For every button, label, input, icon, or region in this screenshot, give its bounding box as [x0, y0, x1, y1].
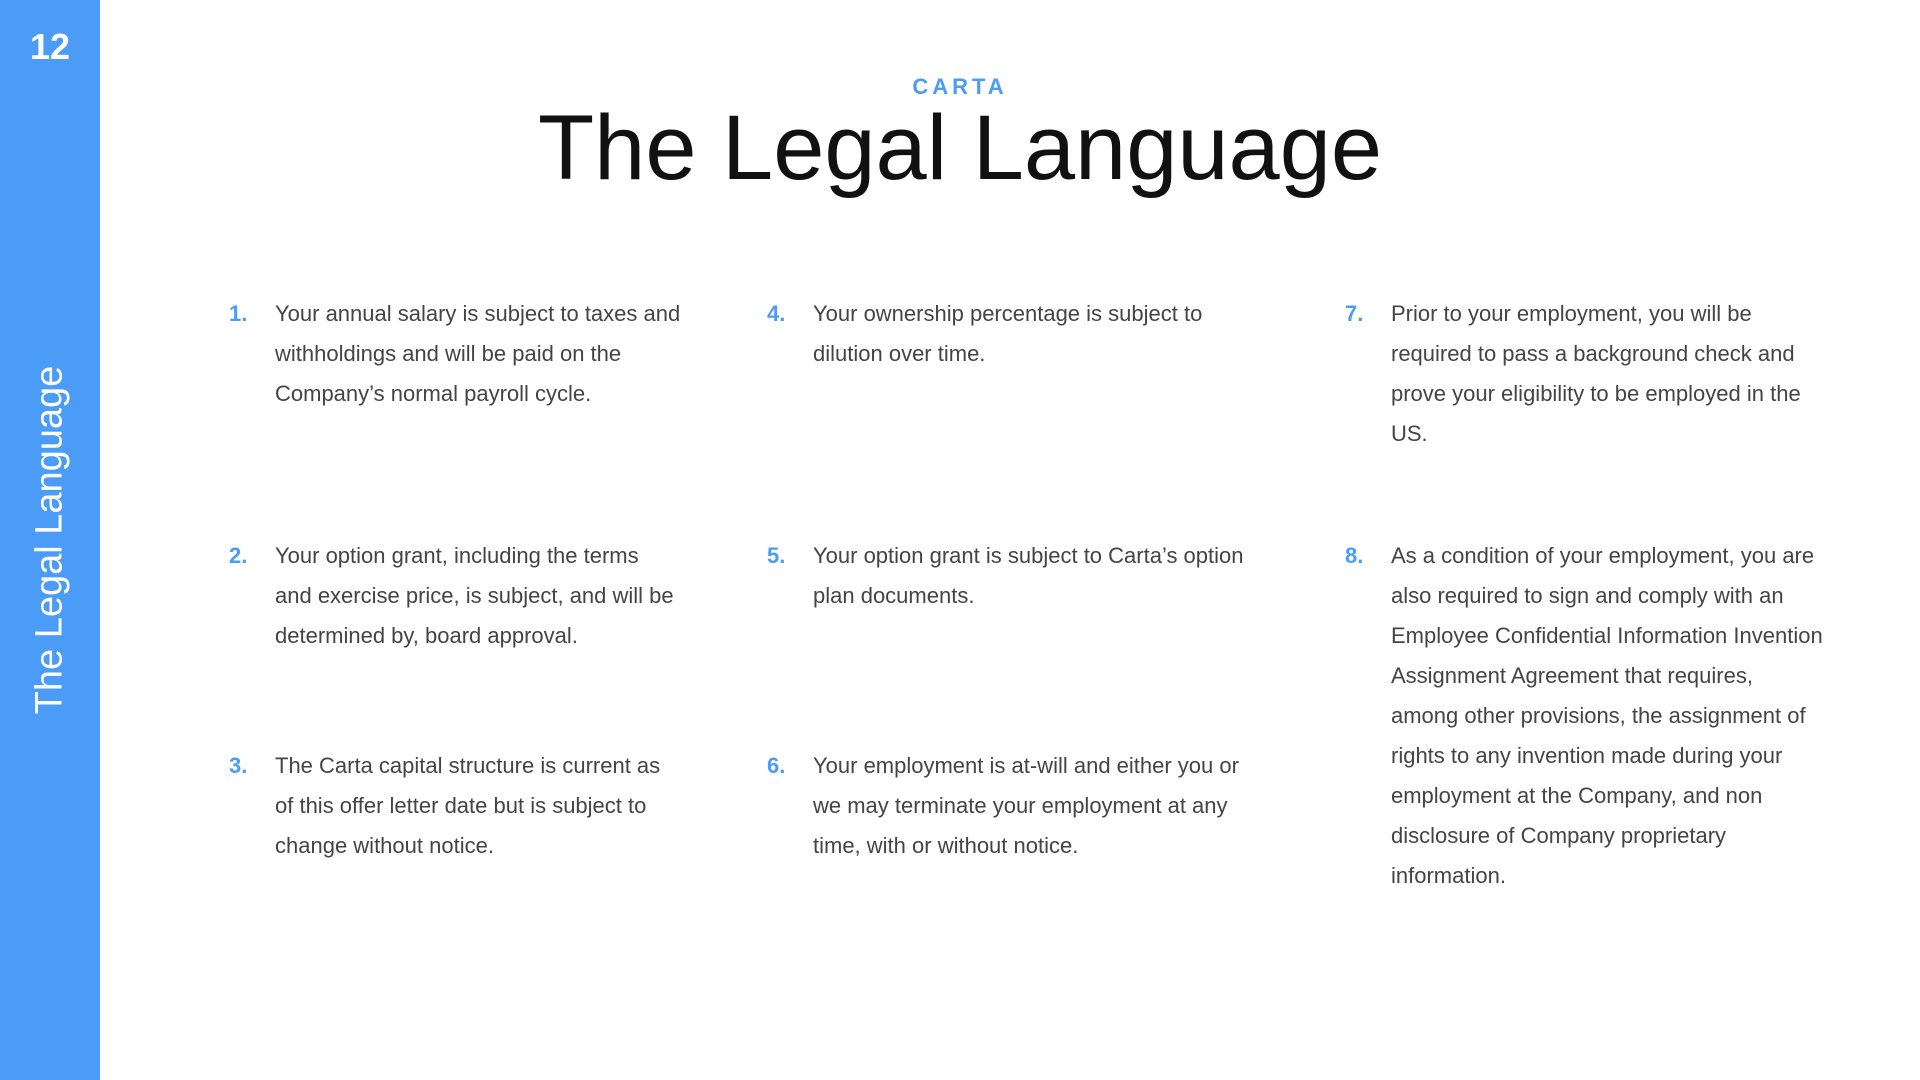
page-number: 12: [29, 26, 71, 67]
list-item-text: Your option grant, including the terms and exercise price, is subject, and will be determined by, board approval.: [275, 543, 674, 648]
list-item-number: 6.: [767, 753, 786, 778]
sidebar-title: The Legal Language: [28, 365, 71, 715]
list-item-text: Your option grant is subject to Carta’s option plan documents.: [813, 543, 1244, 608]
list-item: [1345, 536, 1825, 896]
list-item-number: 4.: [767, 301, 786, 326]
list-item: [229, 294, 681, 414]
brand-label: CARTA: [912, 74, 1008, 99]
list-item-number: 1.: [229, 301, 248, 326]
list-item-number: 2.: [229, 543, 248, 568]
list-item: [1345, 294, 1825, 454]
page-title: The Legal Language: [537, 97, 1383, 199]
list-item-number: 7.: [1345, 301, 1364, 326]
list-item-text: Your ownership percentage is subject to dilution over time.: [813, 301, 1203, 366]
list-item-number: 8.: [1345, 543, 1364, 568]
list-item: [229, 746, 681, 866]
list-item: [767, 746, 1267, 866]
list-item-text: Your employment is at-will and either you or we may terminate your employment at any time, with or without notice.: [813, 753, 1239, 858]
list-item: [767, 294, 1267, 374]
list-item-text: As a condition of your employment, you are also required to sign and comply with an Employee Confidential Information Invention Assignment Agreement that requires, among other provisions, the assignment of rights to any invention made during your employment at the Company, and non disclosure of Company proprietary information.: [1391, 543, 1823, 888]
list-item-text: Prior to your employment, you will be required to pass a background check and prove your eligibility to be employed in the US.: [1391, 301, 1801, 446]
list-item-text: Your annual salary is subject to taxes and withholdings and will be paid on the Company’s normal payroll cycle.: [275, 301, 681, 406]
list-item-number: 5.: [767, 543, 786, 568]
sidebar: [0, 0, 100, 1080]
list-item-number: 3.: [229, 753, 248, 778]
list-item-text: The Carta capital structure is current as of this offer letter date but is subject to change without notice.: [275, 753, 661, 858]
list-item: [229, 536, 681, 656]
list-item: [767, 536, 1267, 616]
